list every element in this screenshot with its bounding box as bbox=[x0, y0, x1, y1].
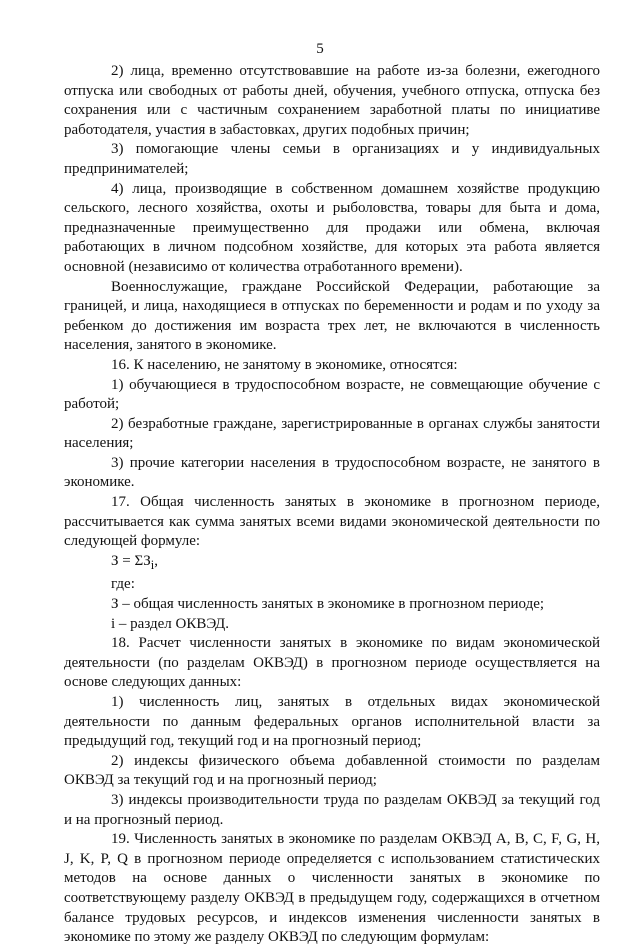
paragraph-18-item-2: 2) индексы физического объема добавленной стоимости по разделам ОКВЭД за текущий год и на прогнозный период; bbox=[64, 752, 600, 789]
paragraph-16-item-2: 2) безработные граждане, зарегистрированные в органах службы занятости населения; bbox=[64, 415, 600, 452]
formula-definition-total: З – общая численность занятых в экономике в прогнозном периоде; bbox=[111, 596, 545, 613]
formula-subscript: i bbox=[150, 557, 155, 572]
paragraph-military-exclusion: Военнослужащие, граждане Российской Федерации, работающие за границей, и лица, находящиеся в отпусках по беременности и родам и по уходу за ребенком до достижения им возраста трех лет, не включаются в численность населения, занятого в экономике. bbox=[64, 278, 600, 354]
paragraph-17: 17. Общая численность занятых в экономике в прогнозном периоде, рассчитывается как сумма занятых всеми видами экономической деятельности по следующей формуле: bbox=[64, 494, 600, 550]
formula-total-employed bbox=[64, 552, 600, 576]
paragraph-18-item-3: 3) индексы производительности труда по разделам ОКВЭД за текущий год и на прогнозный период. bbox=[64, 791, 600, 828]
paragraph-item-2-absent-workers: 2) лица, временно отсутствовавшие на работе из-за болезни, ежегодного отпуска или свободных от работы дней, обучения, учебного отпуска, отпуска без сохранения или с частичным сохранением заработной платы по инициативе работодателя, участия в забастовках, других подобных причин; bbox=[64, 63, 600, 138]
paragraph-18: 18. Расчет численности занятых в экономике по видам экономической деятельности (по разделам ОКВЭД) в прогнозном периоде осуществляется на основе следующих данных: bbox=[64, 635, 600, 691]
document-body bbox=[64, 62, 600, 948]
paragraph-item-4-household-producers: 4) лица, производящие в собственном домашнем хозяйстве продукцию сельского, лесного хозяйства, охоты и рыболовства, товары для быта и дома, предназначенные преимущественно для продажи или обмена, включая работающих в личном подсобном хозяйстве, для которых эта работа является основной (независимо от количества отработанного времени). bbox=[64, 180, 600, 275]
paragraph-16-heading: 16. К населению, не занятому в экономике, относятся: bbox=[111, 356, 458, 373]
paragraph-19: 19. Численность занятых в экономике по разделам ОКВЭД A, B, C, F, G, H, J, K, P, Q в прогнозном периоде определяется с использованием статистических методов на основе данных о численности занятых в экономике по соответствующему разделу ОКВЭД в предыдущем году, содержащихся в отчетном балансе трудовых ресурсов, и индексов изменения численности занятых в экономике по этому же разделу ОКВЭД по следующим формулам: bbox=[64, 831, 600, 946]
formula-tail: , bbox=[154, 552, 158, 569]
formula-main: З = ΣЗ bbox=[111, 552, 151, 569]
formula-definition-index: i – раздел ОКВЭД. bbox=[111, 615, 229, 632]
paragraph-18-item-1: 1) численность лиц, занятых в отдельных видах экономической деятельности по данным федеральных органов исполнительной власти за предыдущий год, текущий год и на прогнозный период; bbox=[64, 694, 600, 750]
formula-where-label: где: bbox=[111, 576, 135, 593]
paragraph-16-item-1: 1) обучающиеся в трудоспособном возрасте, не совмещающие обучение с работой; bbox=[64, 376, 600, 413]
page-number: 5 bbox=[316, 41, 324, 57]
paragraph-item-3-family-members: 3) помогающие члены семьи в организациях и у индивидуальных предпринимателей; bbox=[64, 141, 600, 177]
paragraph-16-item-3: 3) прочие категории населения в трудоспособном возрасте, не занятого в экономике. bbox=[64, 454, 600, 491]
